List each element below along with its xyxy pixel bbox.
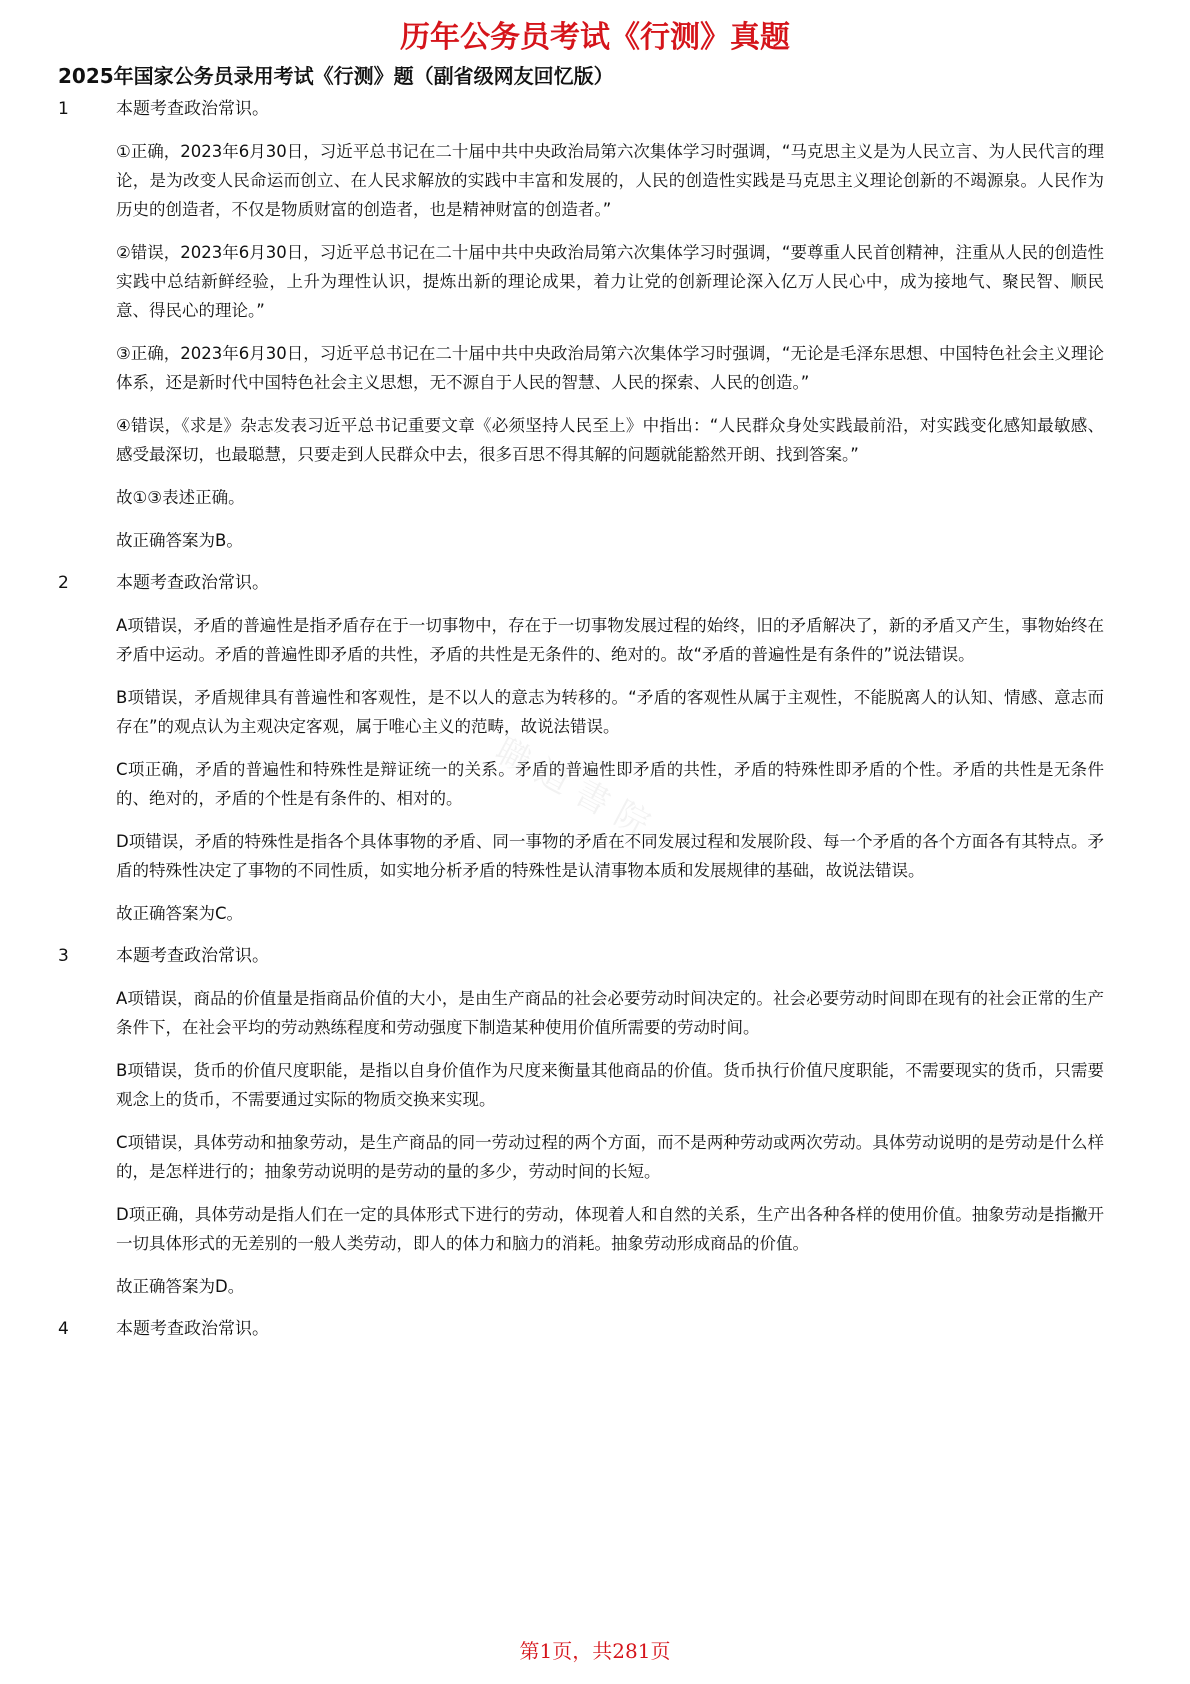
page-header-title: 历年公务员考试《行测》真题 [400, 20, 790, 55]
answer-content [0, 95, 1190, 1343]
watermark: 職 道 書 院 [488, 730, 657, 845]
explanation-paragraph: D项正确，具体劳动是指人们在一定的具体形式下进行的劳动，体现着人和自然的关系，生产出各种各样的使用价值。抽象劳动是指撇开一切具体形式的无差别的一般人类劳动，即人的体力和脑力的消耗。抽象劳动形成商品的价值。 [116, 1205, 1104, 1253]
question-topic: 本题考查政治常识。 [116, 946, 269, 966]
question-header [0, 1315, 1190, 1343]
explanation-paragraph: D项错误，矛盾的特殊性是指各个具体事物的矛盾、同一事物的矛盾在不同发展过程和发展阶段、每一个矛盾的各个方面各有其特点。矛盾的特殊性决定了事物的不同性质，如实地分析矛盾的特殊性是认清事物本质和发展规律的基础，故说法错误。 [116, 832, 1104, 880]
explanation-paragraph: ①正确，2023年6月30日，习近平总书记在二十届中共中央政治局第六次集体学习时强调，“马克思主义是为人民立言、为人民代言的理论，是为改变人民命运而创立、在人民求解放的实践中丰富和发展的，人民的创造性实践是马克思主义理论创新的不竭源泉。人民作为历史的创造者，不仅是物质财富的创造者，也是精神财富的创造者。” [116, 142, 1104, 219]
question-topic: 本题考查政治常识。 [116, 1319, 269, 1339]
explanation-paragraph: 故正确答案为D。 [116, 1277, 245, 1296]
question-header [0, 942, 1190, 970]
explanation-paragraph: B项错误，矛盾规律具有普遍性和客观性，是不以人的意志为转移的。“矛盾的客观性从属于主观性，不能脱离人的认知、情感、意志而存在”的观点认为主观决定客观，属于唯心主义的范畴，故说法错误。 [116, 688, 1104, 736]
page-footer: 第1页，共281页 [519, 1639, 671, 1663]
explanation-paragraph: A项错误，矛盾的普遍性是指矛盾存在于一切事物中，存在于一切事物发展过程的始终，旧的矛盾解决了，新的矛盾又产生，事物始终在矛盾中运动。矛盾的普遍性即矛盾的共性，矛盾的共性是无条件的、绝对的。故“矛盾的普遍性是有条件的”说法错误。 [116, 616, 1104, 664]
question-number: 3 [58, 946, 69, 966]
explanation-paragraph: ③正确，2023年6月30日，习近平总书记在二十届中共中央政治局第六次集体学习时强调，“无论是毛泽东思想、中国特色社会主义理论体系，还是新时代中国特色社会主义思想，无不源自于人民的智慧、人民的探索、人民的创造。” [116, 344, 1104, 392]
explanation-paragraph: A项错误，商品的价值量是指商品价值的大小，是由生产商品的社会必要劳动时间决定的。社会必要劳动时间即在现有的社会正常的生产条件下，在社会平均的劳动熟练程度和劳动强度下制造某种使用价值所需要的劳动时间。 [116, 989, 1104, 1037]
explanation-paragraph: 故①③表述正确。 [116, 488, 245, 507]
explanation-paragraph: ②错误，2023年6月30日，习近平总书记在二十届中共中央政治局第六次集体学习时强调，“要尊重人民首创精神，注重从人民的创造性实践中总结新鲜经验，上升为理性认识，提炼出新的理论成果，着力让党的创新理论深入亿万人民心中，成为接地气、聚民智、顺民意、得民心的理论。” [116, 243, 1104, 320]
question-topic: 本题考查政治常识。 [116, 99, 269, 119]
explanation-paragraph: ④错误，《求是》杂志发表习近平总书记重要文章《必须坚持人民至上》中指出：“人民群众身处实践最前沿，对实践变化感知最敏感、感受最深切，也最聪慧，只要走到人民群众中去，很多百思不得其解的问题就能豁然开朗、找到答案。” [116, 416, 1104, 464]
explanation-paragraph: B项错误，货币的价值尺度职能，是指以自身价值作为尺度来衡量其他商品的价值。货币执行价值尺度职能，不需要现实的货币，只需要观念上的货币，不需要通过实际的物质交换来实现。 [116, 1061, 1104, 1109]
question-topic: 本题考查政治常识。 [116, 573, 269, 593]
explanation-paragraph: 故正确答案为B。 [116, 531, 243, 550]
question-header [0, 569, 1190, 597]
explanation-paragraph: 故正确答案为C。 [116, 904, 244, 923]
exam-title: 2025年国家公务员录用考试《行测》题（副省级网友回忆版） [58, 64, 614, 88]
question-number: 4 [58, 1319, 69, 1339]
explanation-paragraph: C项正确，矛盾的普遍性和特殊性是辩证统一的关系。矛盾的普遍性即矛盾的共性，矛盾的特殊性即矛盾的个性。矛盾的共性是无条件的、绝对的，矛盾的个性是有条件的、相对的。 [116, 760, 1104, 808]
question-number: 2 [58, 573, 69, 593]
question-number: 1 [58, 99, 69, 119]
question-header [0, 95, 1190, 123]
explanation-paragraph: C项错误，具体劳动和抽象劳动，是生产商品的同一劳动过程的两个方面，而不是两种劳动或两次劳动。具体劳动说明的是劳动是什么样的，是怎样进行的；抽象劳动说明的是劳动的量的多少，劳动时间的长短。 [116, 1133, 1104, 1181]
